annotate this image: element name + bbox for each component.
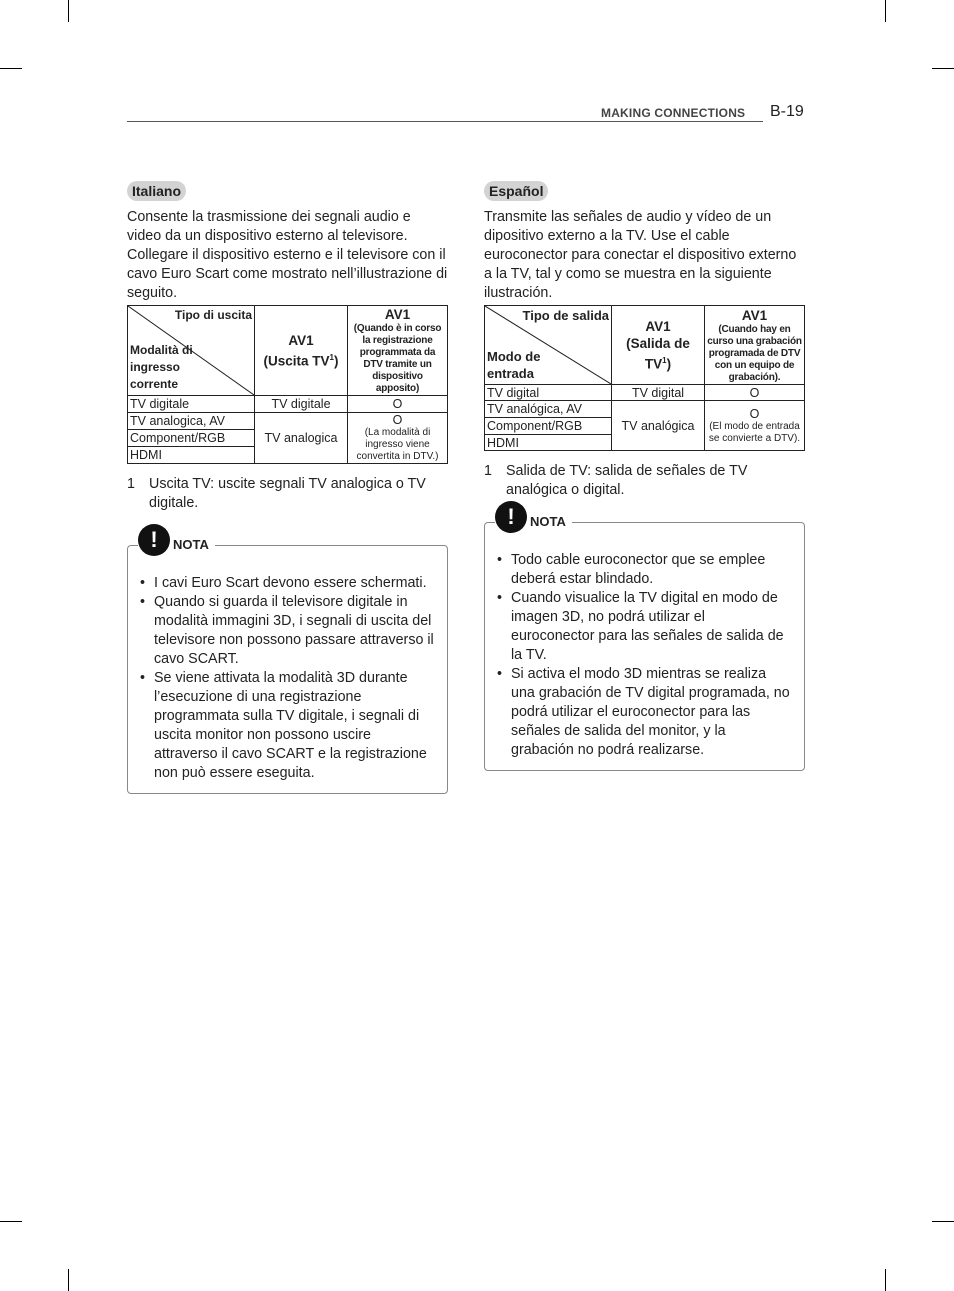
table-cell: TV analógica [612,401,705,451]
intro-text: Transmite las señales de audio y vídeo de un dipositivo externo a la TV. Use el cable euroconector para conectar el dispositivo externo a la TV, tal y como se muestra en la siguiente ilustración. [484,209,797,301]
espanol-column [484,181,805,771]
section-title: MAKING CONNECTIONS [601,106,746,120]
table-row-label: HDMI [128,447,255,464]
table-cell: O [705,385,805,401]
connection-table [484,305,805,451]
column-header-av1-tv: AV1 (Uscita $TV^1$) [255,306,348,396]
table-row-label: Component/RGB [128,430,255,447]
intro-text: Consente la trasmissione dei segnali audio e video da un dispositivo esterno al televisore. Collegare il dispositivo esterno e il televisore con il cavo Euro Scart come mostrato nell’illustrazione di seguito. [127,209,448,301]
nota-header: ! NOTA [138,524,215,556]
crop-mark [68,0,69,22]
list-item: • Quando si guarda il televisore digitale in modalità immagini 3D, i segnali di uscita del televisore non possono passare attraverso il cavo SCART. [140,593,435,669]
nota-box [484,504,805,771]
connection-table [127,305,448,464]
list-item: • Todo cable euroconector que se emplee deberá estar blindado. [497,551,792,589]
table-cell-group: O (El modo de entrada se convierte a DTV). [705,401,805,451]
input-mode-label: Modalità di ingresso corrente [130,343,193,391]
table-cell: TV analogica [255,413,348,464]
language-badge: Italiano [127,181,186,201]
column-header-av1-tv: AV1 (Salida de $TV^1$) [612,306,705,385]
crop-mark [885,0,886,22]
table-row-label: HDMI [485,435,612,451]
table-cell: O [348,396,448,413]
nota-list [497,551,792,760]
exclamation-icon: ! [138,524,170,556]
table-cell: TV digitale [255,396,348,413]
header-rule [127,121,763,122]
table-row-label: TV analógica, AV [485,401,612,418]
crop-mark [0,1221,22,1222]
crop-mark [68,1269,69,1291]
column-header-av1-recording: AV1 (Cuando hay en curso una grabación programada de DTV con un equipo de grabación). [705,306,805,385]
list-item: • Se viene attivata la modalità 3D durante l’esecuzione di una registrazione programmata sulla TV digitale, i segnali di uscita monitor non possono uscire attraverso il cavo SCART e la registrazione non può essere eseguita. [140,669,435,783]
list-item: • Cuando visualice la TV digital en modo de imagen 3D, no podrá utilizar el euroconector para las señales de salida de la TV. [497,589,792,665]
nota-header: ! NOTA [495,501,572,533]
language-badge: Español [484,181,548,201]
footnote: 1 Salida de TV: salida de señales de TV analógica o digital. [484,463,748,498]
output-type-label: Tipo di uscita [174,308,252,322]
table-cell-group: O (La modalità di ingresso viene convertita in DTV.) [348,413,448,464]
input-mode-label: Modo de entrada [487,349,541,381]
table-corner-cell [485,306,612,385]
list-item: • I cavi Euro Scart devono essere schermati. [140,574,435,593]
crop-mark [932,1221,954,1222]
exclamation-icon: ! [495,501,527,533]
table-row-label: TV digitale [128,396,255,413]
footnote: 1 Uscita TV: uscite segnali TV analogica o TV digitale. [127,476,426,511]
italiano-column [127,181,448,794]
table-row-label: TV digital [485,385,612,401]
crop-mark [885,1269,886,1291]
crop-mark [932,68,954,69]
nota-list [140,574,435,783]
table-row-label: TV analogica, AV [128,413,255,430]
crop-mark [0,68,22,69]
nota-box [127,527,448,794]
table-corner-cell [128,306,255,396]
table-cell: TV digital [612,385,705,401]
page-number: B-19 [770,103,804,120]
column-header-av1-recording: AV1 (Quando è in corso la registrazione programmata da DTV tramite un dispositivo apposito) [348,306,448,396]
output-type-label: Tipo de salida [522,308,609,323]
list-item: • Si activa el modo 3D mientras se realiza una grabación de TV digital programada, no podrá utilizar el euroconector para las señales de salida del monitor, y la grabación no podrá realizarse. [497,665,792,760]
table-row-label: Component/RGB [485,418,612,435]
